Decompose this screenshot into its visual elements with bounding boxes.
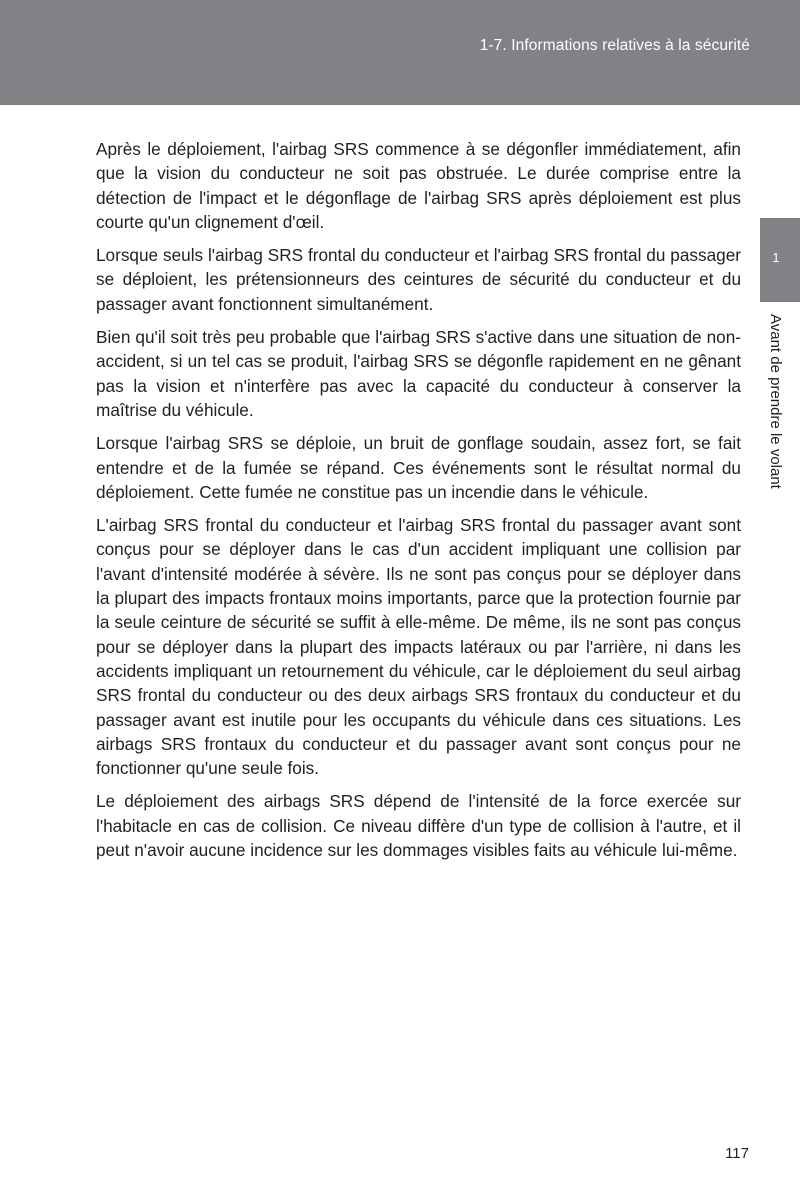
paragraph: Lorsque l'airbag SRS se déploie, un bruit de gonflage soudain, assez fort, se fait entendre et de la fumée se répand. Ces événements sont le résultat normal du déploiement. Cette fumée ne constitue pas un incendie dans le véhicule.	[96, 433, 741, 502]
chapter-tab	[760, 218, 800, 302]
header-bar	[0, 0, 800, 105]
page-number: 117	[725, 1145, 749, 1162]
paragraph: Lorsque seuls l'airbag SRS frontal du conducteur et l'airbag SRS frontal du passager se déploient, les prétensionneurs des ceintures de sécurité du conducteur et du passager avant fonctionnent simultanément.	[96, 245, 741, 314]
body-text	[96, 137, 741, 871]
paragraph: Après le déploiement, l'airbag SRS commence à se dégonfler immédiatement, afin que la vision du conducteur ne soit pas obstruée. Le durée comprise entre la détection de l'impact et le dégonflage de l'airbag SRS après déploiement est plus courte qu'un clignement d'œil.	[96, 139, 741, 232]
chapter-title: Avant de prendre le volant	[767, 314, 784, 489]
section-title: 1-7. Informations relatives à la sécurité	[479, 37, 750, 54]
paragraph: L'airbag SRS frontal du conducteur et l'airbag SRS frontal du passager avant sont conçus pour se déployer dans le cas d'un accident impliquant une collision par l'avant d'intensité modérée à sévère. Ils ne sont pas conçus pour se déployer dans la plupart des impacts frontaux moins importants, parce que la protection fournie par la seule ceinture de sécurité se suffit à elle-même. De même, ils ne sont pas conçus pour se déployer dans la plupart des impacts latéraux ou par l'arrière, ni dans les accidents impliquant un retournement du véhicule, car le déploiement du seul airbag SRS frontal du conducteur ou des deux airbags SRS frontaux du conducteur et du passager avant est inutile pour les occupants du véhicule dans ces situations. Les airbags SRS frontaux du conducteur et du passager avant sont conçus pour ne fonctionner qu'une seule fois.	[96, 515, 741, 779]
paragraph: Le déploiement des airbags SRS dépend de l'intensité de la force exercée sur l'habitacle en cas de collision. Ce niveau diffère d'un type de collision à l'autre, et il peut n'avoir aucune incidence sur les dommages visibles faits au véhicule lui-même.	[96, 791, 741, 861]
chapter-number: 1	[772, 250, 780, 265]
paragraph: Bien qu'il soit très peu probable que l'airbag SRS s'active dans une situation de non-accident, si un tel cas se produit, l'airbag SRS se dégonfle rapidement en ne gênant pas la vision et n'interfère pas avec la capacité du conducteur à conserver la maîtrise du véhicule.	[96, 327, 741, 420]
